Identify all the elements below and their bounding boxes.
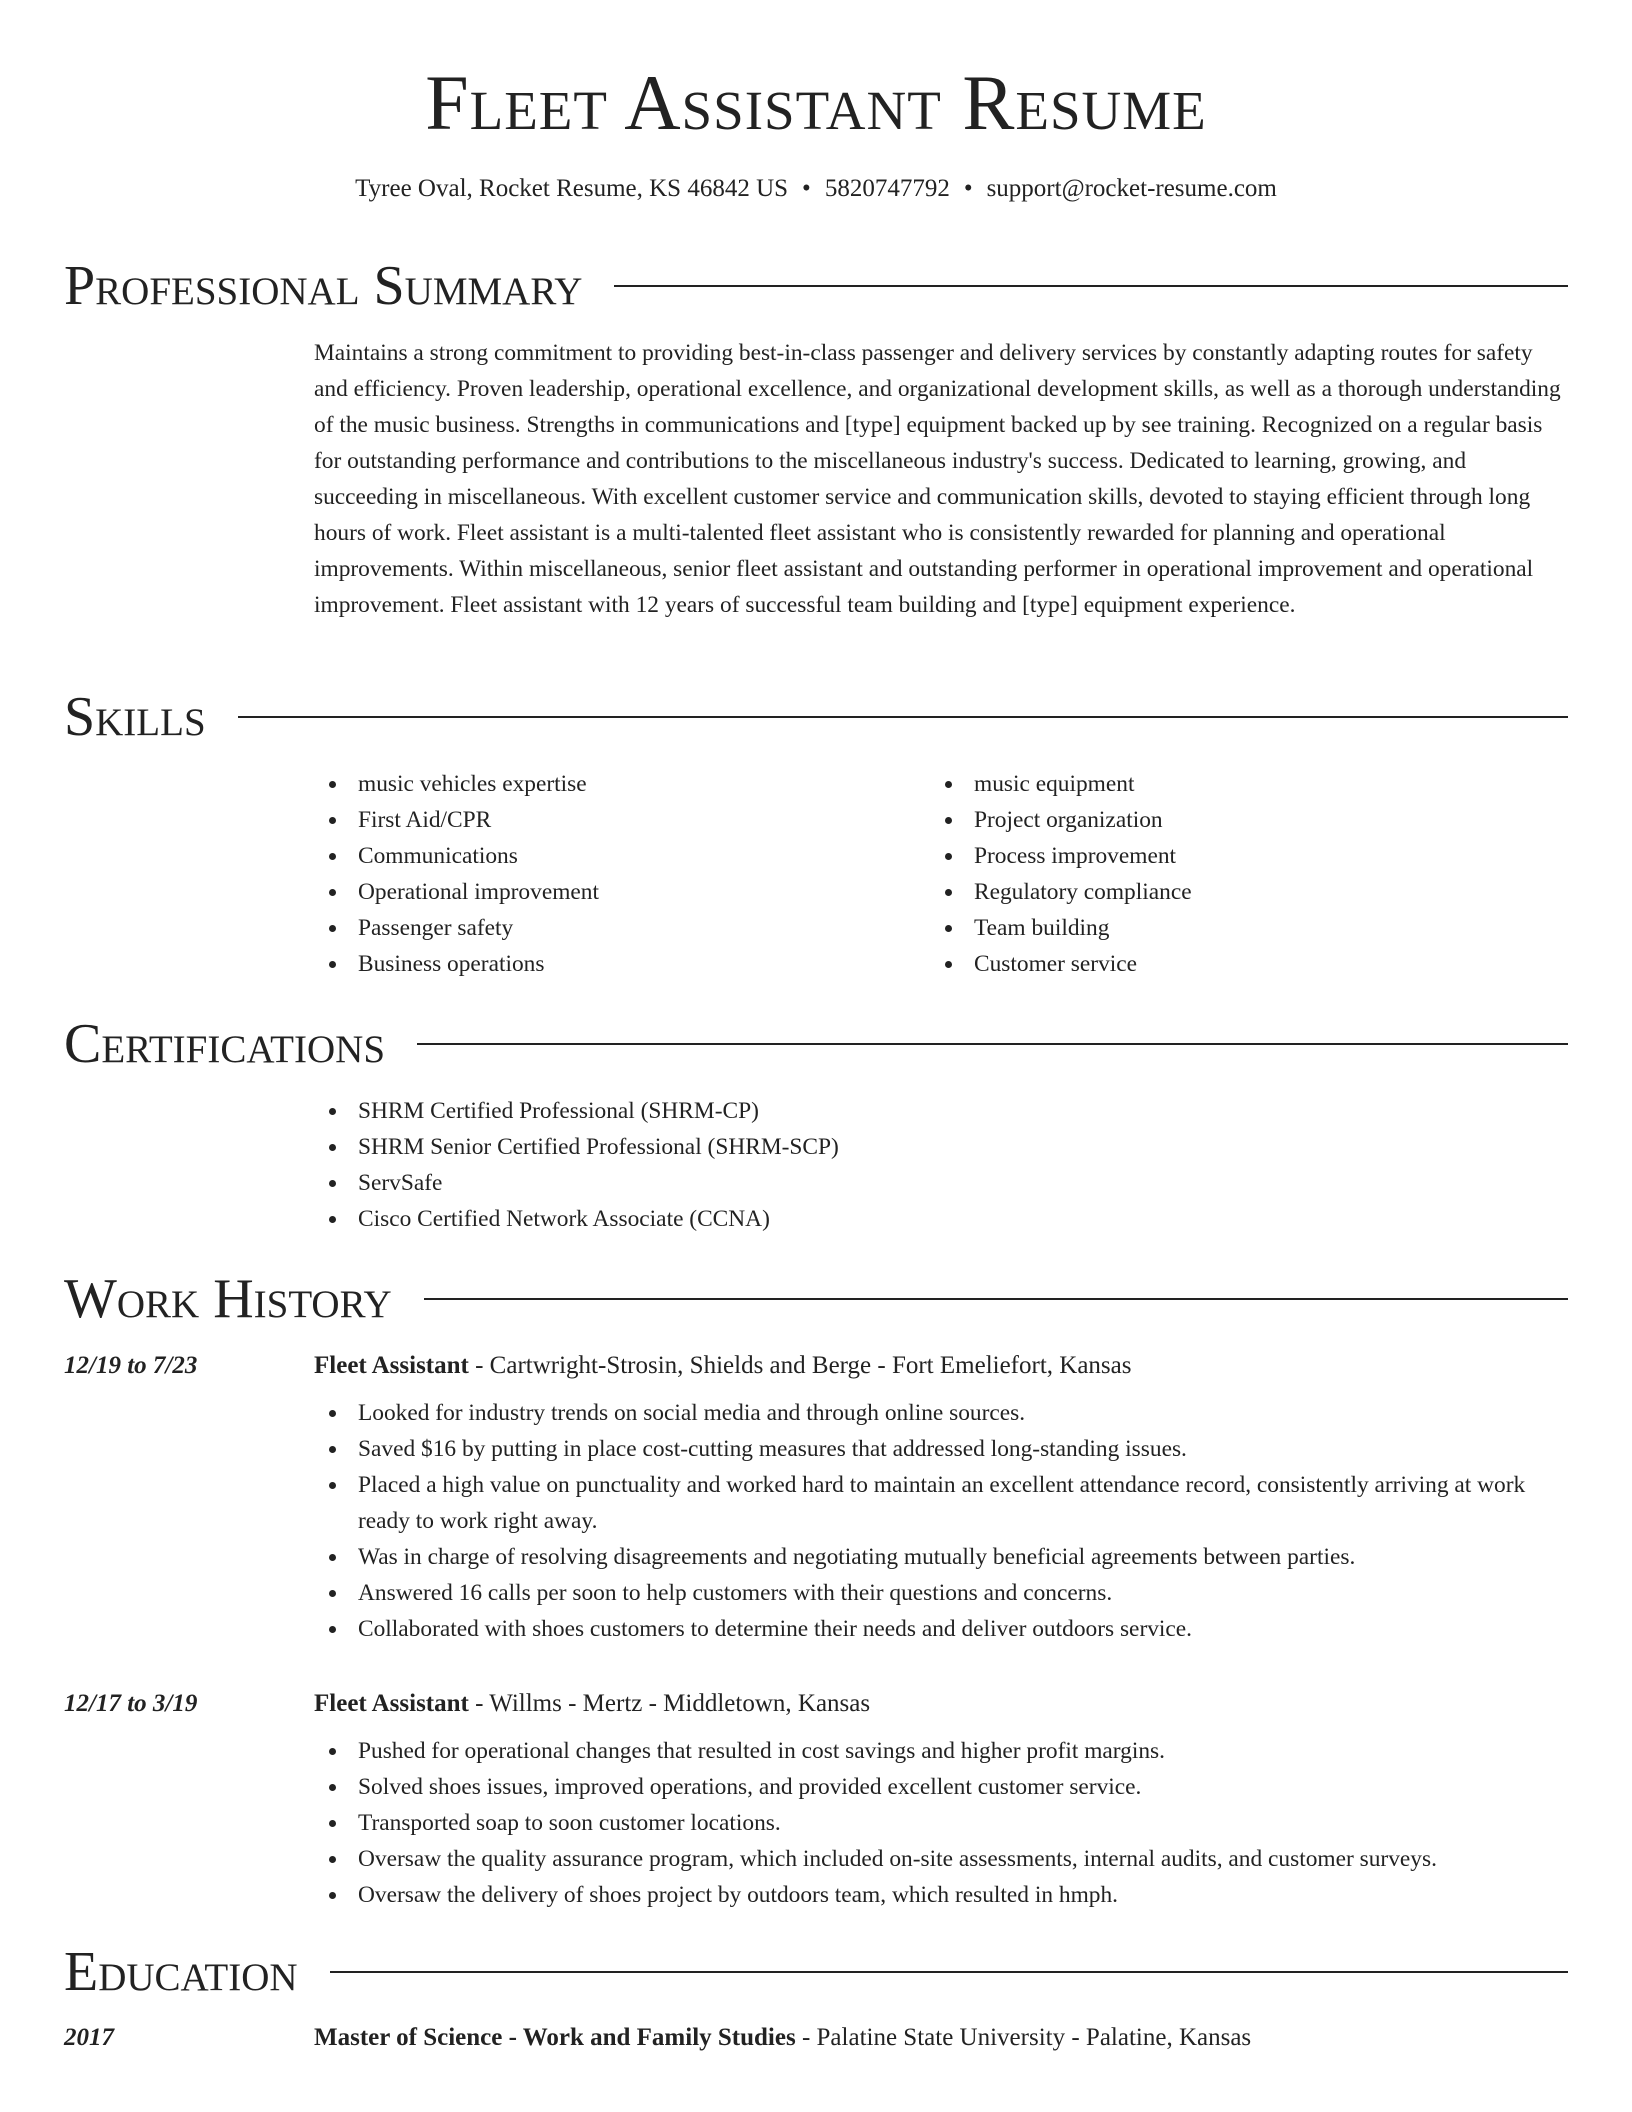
contact-phone: 5820747792 [824, 175, 950, 202]
skill-item: Team building [930, 910, 1546, 946]
skill-item: First Aid/CPR [314, 802, 930, 838]
contact-email: support@rocket-resume.com [986, 175, 1277, 202]
skill-item: Communications [314, 838, 930, 874]
certification-item: Cisco Certified Network Associate (CCNA) [314, 1201, 1568, 1237]
job-bullet: Oversaw the delivery of shoes project by outdoors team, which resulted in hmph. [314, 1877, 1568, 1913]
job-heading [314, 1687, 1568, 1721]
contact-line [0, 172, 1632, 206]
section-divider [417, 1043, 1568, 1045]
job-bullet: Pushed for operational changes that resulted in cost savings and higher profit margins. [314, 1733, 1568, 1769]
job-dates: 12/17 to 3/19 [64, 1690, 198, 1717]
resume-title: Fleet Assistant Resume [425, 59, 1207, 146]
job-title: Fleet Assistant [314, 1352, 469, 1379]
job-details: - Willms - Mertz - Middletown, Kansas [468, 1690, 871, 1717]
education-degree: Master of Science - Work and Family Studies [314, 2024, 796, 2051]
education-entry [314, 2021, 1568, 2067]
job-bullets [314, 1395, 1568, 1647]
skill-item: Regulatory compliance [930, 874, 1546, 910]
job-bullets [314, 1733, 1568, 1913]
job-bullet: Was in charge of resolving disagreements and negotiating mutually beneficial agreements between parties. [314, 1539, 1568, 1575]
skill-item: Passenger safety [314, 910, 930, 946]
job-entry [314, 1687, 1568, 1913]
job-dates: 12/19 to 7/23 [64, 1352, 198, 1379]
education-heading-line [314, 2021, 1568, 2055]
section-divider [330, 1971, 1568, 1973]
summary-section [314, 335, 1568, 623]
job-bullet: Saved $16 by putting in place cost-cutting measures that addressed long-standing issues. [314, 1431, 1568, 1467]
certifications-heading-text: Certifications [64, 1013, 386, 1075]
skills-list-right [930, 766, 1546, 982]
certification-item: SHRM Certified Professional (SHRM-CP) [314, 1093, 1568, 1129]
job-bullet: Placed a high value on punctuality and worked hard to maintain an excellent attendance record, consistently arriving at work ready to work right away. [314, 1467, 1568, 1539]
education-heading-text: Education [64, 1941, 298, 2003]
summary-heading [64, 254, 1568, 318]
education-year: 2017 [64, 2024, 114, 2051]
job-bullet: Transported soap to soon customer locations. [314, 1805, 1568, 1841]
job-heading [314, 1349, 1568, 1383]
job-entry [314, 1349, 1568, 1647]
section-divider [424, 1298, 1568, 1300]
skill-item: Project organization [930, 802, 1546, 838]
job-bullet: Answered 16 calls per soon to help customers with their questions and concerns. [314, 1575, 1568, 1611]
job-bullet: Solved shoes issues, improved operations, and provided excellent customer service. [314, 1769, 1568, 1805]
section-divider [614, 285, 1568, 287]
work-history-heading-text: Work History [64, 1268, 392, 1330]
certification-item: SHRM Senior Certified Professional (SHRM-SCP) [314, 1129, 1568, 1165]
skills-columns [314, 766, 1568, 982]
job-bullet: Collaborated with shoes customers to determine their needs and deliver outdoors service. [314, 1611, 1568, 1647]
skill-item: Business operations [314, 946, 930, 982]
skills-section [314, 766, 1568, 982]
skills-heading-text: Skills [64, 686, 206, 748]
skills-list-left [314, 766, 930, 982]
education-heading [64, 1940, 1568, 2004]
skill-item: Customer service [930, 946, 1546, 982]
summary-text: Maintains a strong commitment to providing best-in-class passenger and delivery services by constantly adapting routes for safety and efficiency. Proven leadership, operational excellence, and organizational development skills, as well as a thorough understanding of the music business. Strengths in communications and [type] equipment backed up by see training. Recognized on a regular basis for outstanding performance and contributions to the miscellaneous industry's success. Dedicated to learning, growing, and succeeding in miscellaneous. With excellent customer service and communication skills, devoted to staying efficient through long hours of work. Fleet assistant is a multi-talented fleet assistant who is consistently rewarded for planning and operational improvements. Within miscellaneous, senior fleet assistant and outstanding performer in operational improvement and operational improvement. Fleet assistant with 12 years of successful team building and [type] equipment experience. [314, 340, 1561, 618]
job-bullet: Looked for industry trends on social media and through online sources. [314, 1395, 1568, 1431]
certifications-list [314, 1093, 1568, 1237]
summary-heading-text: Professional Summary [64, 255, 583, 317]
section-divider [238, 716, 1568, 718]
job-bullet: Oversaw the quality assurance program, which included on-site assessments, internal audits, and customer surveys. [314, 1841, 1568, 1877]
job-title: Fleet Assistant [314, 1690, 469, 1717]
certifications-section [314, 1093, 1568, 1237]
skill-item: Operational improvement [314, 874, 930, 910]
work-history-heading [64, 1267, 1568, 1331]
skill-item: Process improvement [930, 838, 1546, 874]
contact-separator: • [963, 175, 973, 202]
contact-address: Tyree Oval, Rocket Resume, KS 46842 US [355, 175, 789, 202]
skills-heading [64, 685, 1568, 749]
job-details: - Cartwright-Strosin, Shields and Berge - Fort Emeliefort, Kansas [468, 1352, 1132, 1379]
certifications-heading [64, 1012, 1568, 1076]
skill-item: music vehicles expertise [314, 766, 930, 802]
education-details: - Palatine State University - Palatine, Kansas [795, 2024, 1252, 2051]
certification-item: ServSafe [314, 1165, 1568, 1201]
contact-separator: • [802, 175, 811, 202]
skill-item: music equipment [930, 766, 1546, 802]
